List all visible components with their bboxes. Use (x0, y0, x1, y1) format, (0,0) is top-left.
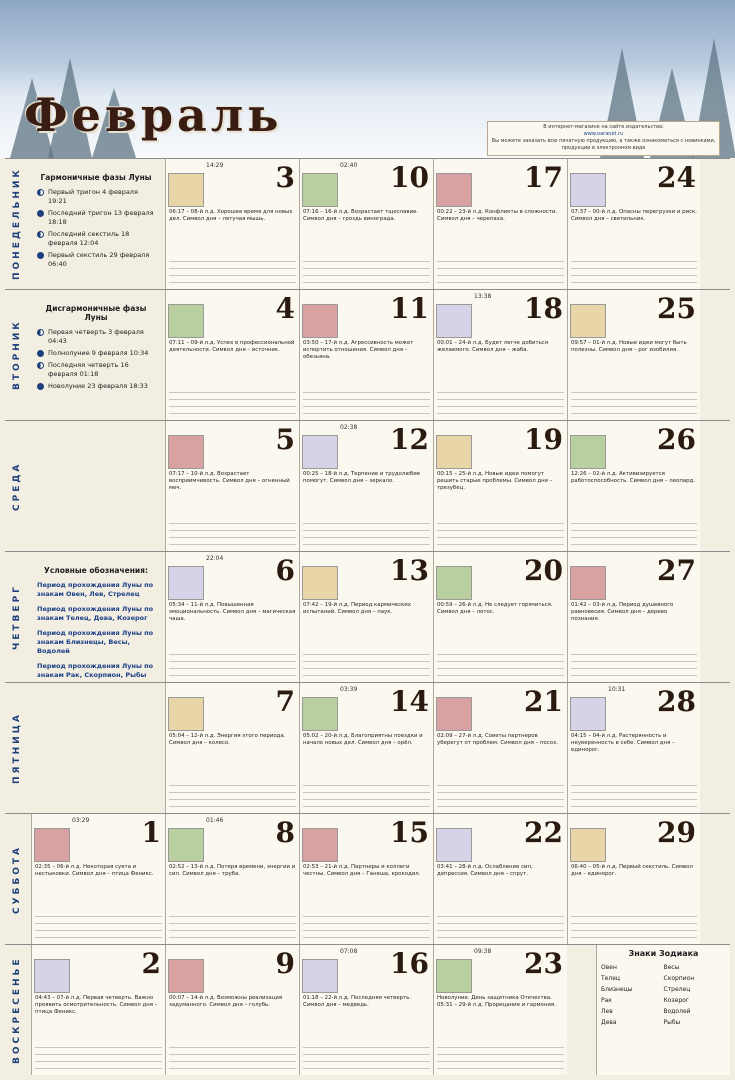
moon-phase-icon (37, 383, 44, 390)
day-symbol-image (436, 697, 472, 731)
day-number: 24 (657, 161, 696, 194)
day-forecast-text: 00:15 – 25-й л.д. Новые идеи помогут решить старые проблемы. Символ дня – трезубец. (437, 471, 553, 491)
day-cell[interactable] (31, 945, 165, 1075)
harmonic-panel (31, 159, 161, 289)
day-forecast-text: 09:57 – 01-й л.д. Новые идеи могут быть полезны. Символ дня – рог изобилия. (571, 340, 687, 353)
day-cell[interactable] (299, 814, 433, 944)
day-cell[interactable] (299, 552, 433, 682)
day-forecast-text: 07:42 – 19-й л.д. Период кармических испытаний. Символ дня – паук. (303, 602, 411, 615)
disharmonic-item (37, 328, 155, 346)
zodiac-sign: Овен (601, 964, 617, 971)
day-forecast-text: 03:41 – 28-й л.д. Ослабление сил, депрессия. Символ дня – спрут. (437, 864, 533, 877)
day-forecast-text: 01:18 – 22-й л.д. Последняя четверть. Символ дня – медведь. (303, 995, 412, 1008)
day-cell[interactable] (165, 290, 299, 420)
moon-sign-change-time: 01:46 (206, 817, 224, 824)
harmonic-item-text: Первый секстиль 29 февраля 06:40 (48, 251, 150, 268)
day-symbol-image (168, 959, 204, 993)
day-symbol-image (34, 959, 70, 993)
day-cell[interactable] (299, 159, 433, 289)
day-number: 4 (275, 292, 295, 325)
day-symbol-image (168, 566, 204, 600)
day-cell[interactable] (433, 159, 567, 289)
day-number: 8 (275, 816, 295, 849)
moon-sign-change-time: 14:29 (206, 162, 224, 169)
zodiac-sign: Козерог (663, 997, 689, 1004)
day-cell[interactable] (299, 421, 433, 551)
forecast-body-text (571, 785, 697, 809)
zodiac-sign: Рак (601, 997, 612, 1004)
day-number: 5 (275, 423, 295, 456)
day-number: 2 (141, 947, 161, 980)
forecast-body-text (169, 261, 296, 285)
zodiac-sign: Скорпион (663, 975, 695, 982)
day-cell[interactable] (433, 814, 567, 944)
moon-phase-icon (37, 350, 44, 357)
day-symbol-image (570, 304, 606, 338)
day-cell[interactable] (567, 421, 700, 551)
day-symbol-image (570, 566, 606, 600)
harmonic-item-text: Первый тригон 4 февраля 19:21 (48, 188, 138, 205)
day-cell[interactable] (299, 683, 433, 813)
forecast-body-text (571, 261, 697, 285)
day-symbol-image (302, 173, 338, 207)
legend-item (37, 581, 155, 599)
zodiac-row (601, 962, 726, 973)
day-symbol-image (168, 304, 204, 338)
disharmonic-item (37, 382, 155, 391)
day-number: 6 (275, 554, 295, 587)
forecast-body-text (571, 916, 697, 940)
day-forecast-text: 07:11 – 09-й л.д. Успех в профессиональной деятельности. Символ дня – источник. (169, 340, 295, 353)
day-number: 19 (524, 423, 563, 456)
forecast-body-text (437, 654, 564, 678)
day-cell[interactable] (165, 159, 299, 289)
forecast-body-text (437, 785, 564, 809)
harmonic-item (37, 209, 155, 227)
moon-phase-icon (37, 362, 44, 369)
day-cell[interactable] (165, 683, 299, 813)
legend-item (37, 605, 155, 623)
moon-sign-change-time: 03:29 (72, 817, 90, 824)
day-number: 3 (275, 161, 295, 194)
day-number: 16 (390, 947, 429, 980)
day-forecast-text: 02:52 – 13-й л.д. Потеря времени, энергии и сил. Символ дня – труба. (169, 864, 296, 877)
day-forecast-text: 05:02 – 20-й л.д. Благоприятны поездки и начало новых дел. Символ дня – орёл. (303, 733, 423, 746)
disharmonic-item-text: Первая четверть 3 февраля 04:43 (48, 328, 144, 345)
harmonic-item (37, 188, 155, 206)
day-number: 12 (390, 423, 429, 456)
moon-phase-icon (37, 329, 44, 336)
weekday-row (5, 813, 730, 944)
day-number: 21 (524, 685, 563, 718)
legend-item-text: Период прохождения Луны по знакам Рак, Скорпион, Рыбы (37, 662, 154, 679)
day-symbol-image (570, 173, 606, 207)
day-symbol-image (436, 173, 472, 207)
weekday-row (5, 944, 730, 1075)
zodiac-row (601, 984, 726, 995)
day-number: 13 (390, 554, 429, 587)
weekday-row (5, 551, 730, 682)
day-number: 11 (390, 292, 429, 325)
day-forecast-text: 05:04 – 12-й л.д. Энергия этого периода. Символ дня – колесо. (169, 733, 286, 746)
zodiac-sign: Близнецы (601, 986, 633, 993)
day-cell[interactable] (567, 159, 700, 289)
forecast-body-text (169, 654, 296, 678)
weekday-label: ПЯТНИЦА (12, 712, 22, 784)
day-cell[interactable] (165, 814, 299, 944)
day-symbol-image (168, 697, 204, 731)
day-number: 7 (275, 685, 295, 718)
zodiac-row (601, 973, 726, 984)
day-number: 20 (524, 554, 563, 587)
day-cell[interactable] (433, 552, 567, 682)
disharmonic-item-text: Новолуние 23 февраля 18:33 (48, 382, 148, 390)
weekday-row (5, 420, 730, 551)
day-symbol-image (436, 304, 472, 338)
forecast-body-text (303, 785, 430, 809)
day-symbol-image (302, 566, 338, 600)
moon-sign-change-time: 02:38 (340, 424, 358, 431)
day-cell[interactable] (433, 290, 567, 420)
zodiac-sign: Дева (601, 1019, 617, 1026)
day-number: 10 (390, 161, 429, 194)
forecast-body-text (571, 523, 697, 547)
moon-sign-change-time: 07:08 (340, 948, 358, 955)
moon-phase-icon (37, 252, 44, 259)
promo-line: В интернет-магазине на сайте издательства: (543, 124, 664, 130)
legend-item-text: Период прохождения Луны по знакам Телец, Дева, Козерог (37, 605, 154, 622)
day-symbol-image (570, 697, 606, 731)
forecast-body-text (35, 1047, 162, 1071)
moon-sign-change-time: 02:40 (340, 162, 358, 169)
harmonic-title: Гармоничные фазы Луны (40, 173, 152, 182)
day-symbol-image (436, 566, 472, 600)
weekday-label: СРЕДА (12, 461, 22, 511)
day-symbol-image (302, 828, 338, 862)
day-forecast-text: 00:01 – 24-й л.д. Будет легче добиться желаемого. Символ дня – жаба. (437, 340, 548, 353)
legend-panel (31, 552, 161, 682)
day-cell[interactable] (299, 290, 433, 420)
disharmonic-title: Дисгармоничные фазы Луны (45, 304, 147, 322)
forecast-body-text (437, 392, 564, 416)
day-cell[interactable] (299, 945, 433, 1075)
day-symbol-image (302, 304, 338, 338)
winter-header-photo (0, 0, 735, 158)
zodiac-row (601, 1006, 726, 1017)
zodiac-sign: Стрелец (663, 986, 691, 993)
zodiac-title: Знаки Зодиака (628, 949, 699, 958)
moon-sign-change-time: 03:39 (340, 686, 358, 693)
calendar-grid (5, 158, 730, 1076)
weekday-label: ВТОРНИК (12, 319, 22, 391)
promo-line: Вы можете заказать всю печатную продукцию, а также ознакомиться с новинками, продукции в электронном виде (491, 138, 716, 151)
weekday-label: ПОНЕДЕЛЬНИК (12, 167, 22, 281)
day-cell[interactable] (165, 945, 299, 1075)
forecast-body-text (169, 785, 296, 809)
moon-sign-change-time: 22:04 (206, 555, 224, 562)
moon-phase-icon (37, 231, 44, 238)
day-symbol-image (436, 435, 472, 469)
day-cell[interactable] (165, 421, 299, 551)
legend-item-text: Период прохождения Луны по знакам Овен, Лев, Стрелец (37, 581, 154, 598)
forecast-body-text (303, 654, 430, 678)
weekday-row (5, 158, 730, 289)
zodiac-sign: Рыбы (663, 1019, 681, 1026)
day-number: 1 (141, 816, 161, 849)
day-symbol-image (168, 435, 204, 469)
day-forecast-text: 03:50 – 17-й л.д. Агрессивность может испортить отношения. Символ дня – обезьяна. (303, 340, 414, 360)
month-title: Февраль (24, 88, 283, 142)
day-forecast-text: 02:35 – 06-й л.д. Некоторая суета и нестыковки. Символ дня – птица Феникс. (35, 864, 154, 877)
day-forecast-text: 04:15 – 04-й л.д. Растерянность и неуверенность в себе. Символ дня – единорог. (571, 733, 675, 753)
day-symbol-image (570, 435, 606, 469)
day-symbol-image (168, 173, 204, 207)
day-cell[interactable] (567, 290, 700, 420)
day-number: 15 (390, 816, 429, 849)
zodiac-row (601, 1017, 726, 1028)
forecast-body-text (303, 916, 430, 940)
zodiac-row (601, 995, 726, 1006)
disharmonic-item-text: Полнолуние 9 февраля 10:34 (48, 349, 149, 357)
disharmonic-item (37, 361, 155, 379)
day-forecast-text: Новолуние. День защитника Отечества. 05:31 – 29-й л.д. Прорицание и гармония. (437, 995, 556, 1008)
promo-box[interactable] (487, 121, 720, 156)
day-cell[interactable] (165, 552, 299, 682)
day-forecast-text: 07:16 – 16-й л.д. Возрастает тщеславие. Символ дня – гроздь винограда. (303, 209, 419, 222)
day-number: 17 (524, 161, 563, 194)
weekday-label: СУББОТА (12, 844, 22, 914)
legend-item (37, 629, 155, 656)
day-forecast-text: 12:26 – 02-й л.д. Активизируется работоспособность. Символ дня – леопард. (571, 471, 696, 484)
day-number: 25 (657, 292, 696, 325)
day-forecast-text: 00:25 – 18-й л.д. Терпение и трудолюбие помогут. Символ дня – зеркало. (303, 471, 421, 484)
harmonic-item-text: Последний секстиль 18 февраля 12:04 (48, 230, 130, 247)
day-cell[interactable] (31, 814, 165, 944)
day-number: 9 (275, 947, 295, 980)
day-symbol-image (34, 828, 70, 862)
day-forecast-text: 04:43 – 07-й л.д. Первая четверть. Важно проявить осмотрительность. Символ дня – птица Феникс. (35, 995, 158, 1015)
weekday-label: ЧЕТВЕРГ (12, 584, 22, 650)
day-number: 14 (390, 685, 429, 718)
day-number: 18 (524, 292, 563, 325)
day-cell[interactable] (433, 683, 567, 813)
forecast-body-text (437, 523, 564, 547)
disharmonic-panel (31, 290, 161, 420)
day-number: 26 (657, 423, 696, 456)
legend-title: Условные обозначения: (44, 566, 148, 575)
zodiac-sign: Водолей (663, 1008, 691, 1015)
weekday-row (5, 682, 730, 813)
forecast-body-text (571, 392, 697, 416)
disharmonic-item (37, 349, 155, 358)
day-number: 29 (657, 816, 696, 849)
day-forecast-text: 06:40 – 05-й л.д. Первый секстиль. Символ дня – единорог. (571, 864, 693, 877)
forecast-body-text (437, 1047, 564, 1071)
day-number: 28 (657, 685, 696, 718)
forecast-body-text (169, 916, 296, 940)
legend-item (37, 662, 155, 680)
day-symbol-image (168, 828, 204, 862)
day-forecast-text: 02:09 – 27-й л.д. Советы партнеров уберегут от проблем. Символ дня – посох. (437, 733, 558, 746)
moon-phase-icon (37, 210, 44, 217)
forecast-body-text (35, 916, 162, 940)
day-cell[interactable] (567, 552, 700, 682)
day-cell[interactable] (567, 683, 700, 813)
day-forecast-text: 00:59 – 26-й л.д. Не следует горячиться. Символ дня – лотос. (437, 602, 553, 615)
harmonic-item (37, 251, 155, 269)
day-forecast-text: 05:34 – 11-й л.д. Повышенная эмоциональность. Символ дня – магическая чаша. (169, 602, 296, 622)
weekday-label: ВОСКРЕСЕНЬЕ (12, 956, 22, 1064)
zodiac-sign: Весы (663, 964, 680, 971)
day-forecast-text: 07:37 – 00-й л.д. Опасны перегрузки и риск. Символ дня – светильник. (571, 209, 697, 222)
day-cell[interactable] (567, 814, 700, 944)
forecast-body-text (303, 523, 430, 547)
zodiac-sign: Лев (601, 1008, 613, 1015)
day-cell[interactable] (433, 421, 567, 551)
harmonic-item (37, 230, 155, 248)
forecast-body-text (437, 916, 564, 940)
day-forecast-text: 06:17 – 08-й л.д. Хорошее время для новых дел. Символ дня – летучая мышь. (169, 209, 293, 222)
moon-sign-change-time: 09:38 (474, 948, 492, 955)
moon-sign-change-time: 10:31 (608, 686, 626, 693)
day-symbol-image (436, 828, 472, 862)
day-forecast-text: 00:07 – 14-й л.д. Возможны реализация задуманного. Символ дня – голубь. (169, 995, 283, 1008)
day-forecast-text: 00:22 – 23-й л.д. Конфликты в сложности. Символ дня – черепаха. (437, 209, 558, 222)
day-forecast-text: 02:53 – 21-й л.д. Партнеры и коллеги честны. Символ дня – Ганеша, крокодил. (303, 864, 421, 877)
day-number: 23 (524, 947, 563, 980)
day-symbol-image (302, 697, 338, 731)
day-symbol-image (302, 435, 338, 469)
day-forecast-text: 01:42 – 03-й л.д. Период душевного равновесия. Символ дня – дерево познания. (571, 602, 674, 622)
day-symbol-image (570, 828, 606, 862)
forecast-body-text (571, 654, 697, 678)
day-symbol-image (302, 959, 338, 993)
promo-url[interactable]: www.oaranet.ru (583, 131, 624, 137)
zodiac-legend (596, 945, 730, 1075)
weekday-row (5, 289, 730, 420)
forecast-body-text (169, 392, 296, 416)
forecast-body-text (437, 261, 564, 285)
zodiac-sign: Телец (601, 975, 620, 982)
day-forecast-text: 07:17 – 10-й л.д. Возрастает восприимчивость. Символ дня – огненный меч. (169, 471, 290, 491)
moon-phase-icon (37, 189, 44, 196)
day-symbol-image (436, 959, 472, 993)
legend-item-text: Период прохождения Луны по знакам Близнецы, Весы, Водолей (37, 629, 154, 655)
forecast-body-text (303, 392, 430, 416)
moon-sign-change-time: 13:38 (474, 293, 492, 300)
day-cell[interactable] (433, 945, 567, 1075)
day-number: 27 (657, 554, 696, 587)
day-number: 22 (524, 816, 563, 849)
forecast-body-text (303, 1047, 430, 1071)
harmonic-item-text: Последний тригон 13 февраля 18:18 (48, 209, 154, 226)
forecast-body-text (169, 1047, 296, 1071)
forecast-body-text (169, 523, 296, 547)
forecast-body-text (303, 261, 430, 285)
disharmonic-item-text: Последняя четверть 16 февраля 01:18 (48, 361, 129, 378)
